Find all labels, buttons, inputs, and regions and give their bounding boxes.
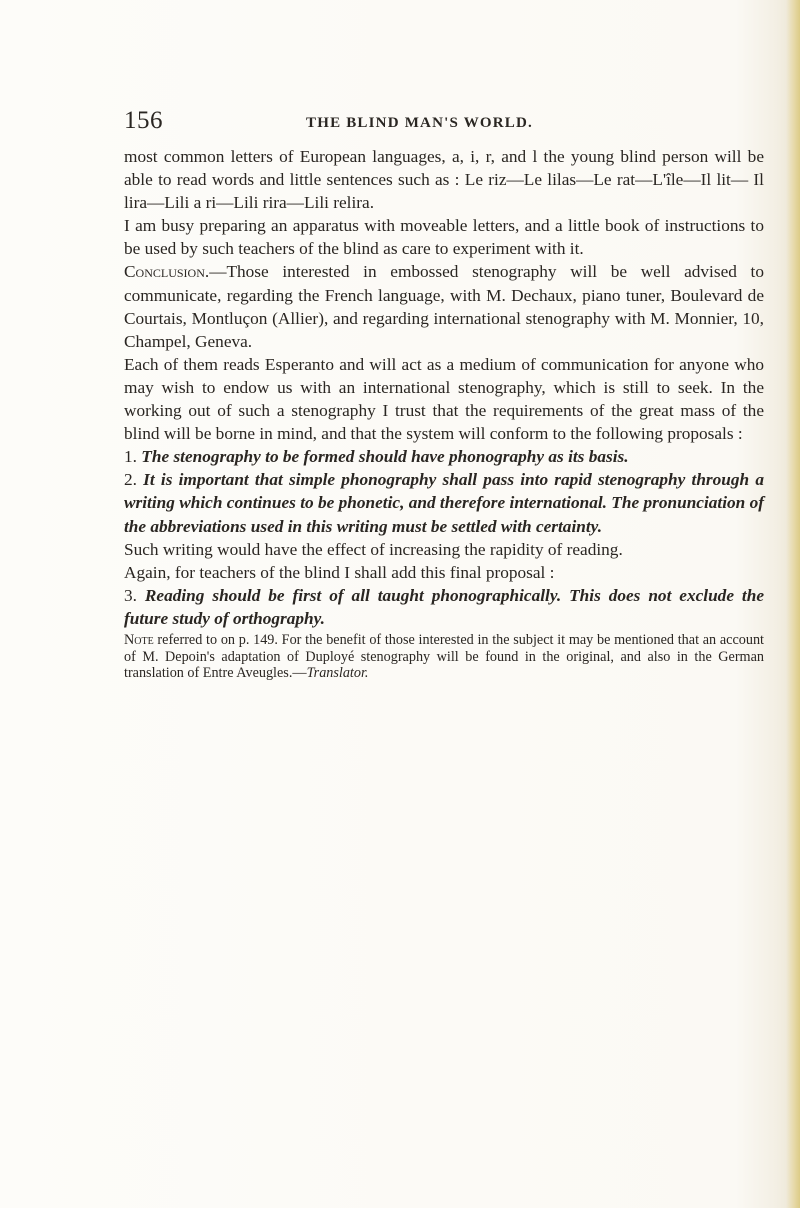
proposal-3 [124, 584, 764, 630]
proposal-2-text: It is important that simple phonography shall pass into rapid stenography through a writing which continues to be phonetic, and therefore international. The pronunciation of the abbreviations used in this writing must be settled with certainty. [124, 470, 764, 536]
proposal-1-text: The stenography to be formed should have phonography as its basis. [141, 447, 629, 467]
paragraph-conclusion [124, 260, 764, 352]
paragraph-esperanto: Each of them reads Esperanto and will act as a medium of communication for anyone who may wish to endow us with an international stenography, which is still to seek. In the working out of such a stenography I trust that the requirements of the great mass of the blind will be borne in mind, and that the system will conform to the following proposals : [124, 354, 764, 444]
page-edge-shadow [786, 0, 800, 1208]
footnote-signature: Translator. [306, 665, 369, 682]
proposal-1-number: 1. [124, 447, 137, 467]
proposal-1 [124, 445, 764, 468]
proposal-2 [124, 468, 764, 537]
proposal-3-number: 3. [124, 585, 137, 605]
footnote-text: referred to on p. 149. For the benefit of those interested in the subject it may be mentioned that an account of M. Depoin's adaptation of Duployé stenography will be found in the original, and also in the German translation of Entre Aveugles.— [124, 631, 764, 682]
conclusion-text: —Those interested in embossed stenography will be well advised to communicate, regarding the French language, with M. Dechaux, piano tuner, Boulevard de Courtais, Montluçon (Allier), and regarding international stenography with M. Monnier, 10, Champel, Geneva. [124, 262, 764, 351]
paragraph-apparatus: I am busy preparing an apparatus with moveable letters, and a little book of instructions to be used by such teachers of the blind as care to experiment with it. [124, 216, 764, 259]
footnote [124, 632, 764, 682]
page-header [124, 106, 764, 142]
body-text [124, 145, 764, 682]
footnote-lead: Note [124, 631, 154, 648]
paragraph-final-proposal: Again, for teachers of the blind I shall add this final proposal : [124, 562, 555, 582]
paragraph-rapidity: Such writing would have the effect of increasing the rapidity of reading. [124, 539, 623, 559]
page-number: 156 [124, 107, 163, 134]
conclusion-heading: Conclusion. [124, 262, 210, 282]
paragraph-letters: most common letters of European languages, a, i, r, and l the young blind person will be able to read words and little sentences such as : Le riz—Le lilas—Le rat—L'île—Il lit— Il lira—Lili a ri—Lili rira—Lili relira. [124, 147, 764, 213]
running-title: THE BLIND MAN'S WORLD. [306, 115, 533, 131]
proposal-3-text: Reading should be first of all taught phonographically. This does not exclude the future study of orthography. [124, 585, 764, 628]
proposal-2-number: 2. [124, 470, 137, 490]
